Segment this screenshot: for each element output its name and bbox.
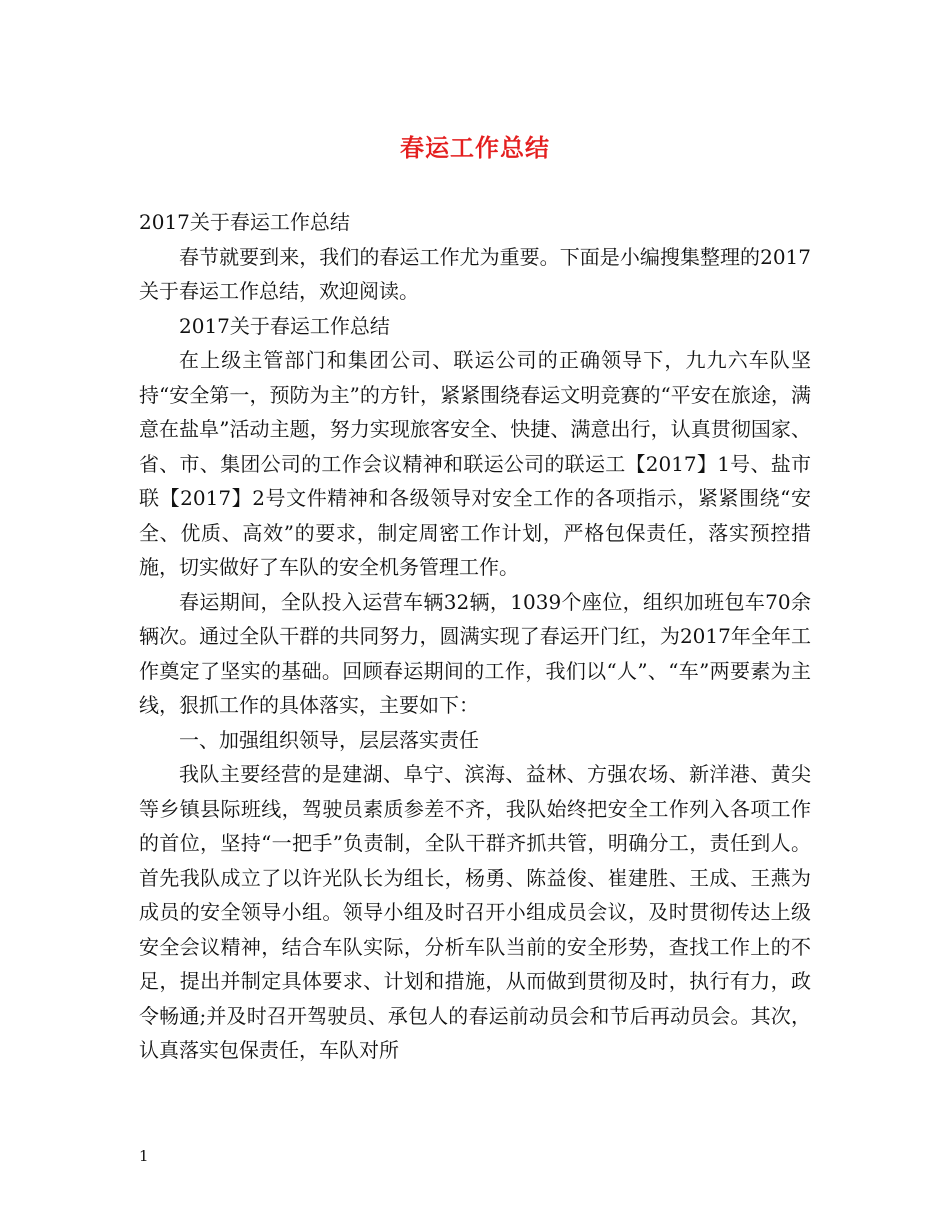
document-body bbox=[139, 205, 811, 1068]
body-paragraph-heading: 2017关于春运工作总结 bbox=[139, 210, 350, 234]
page-number: 1 bbox=[139, 1147, 149, 1165]
section-heading: 一、加强组织领导，层层落实责任 bbox=[179, 727, 479, 752]
body-paragraph: 我队主要经营的是建湖、阜宁、滨海、益林、方强农场、新洋港、黄尖等乡镇县际班线，驾驶员素质参差不齐，我队始终把安全工作列入各项工作的首位，坚持“一把手”负责制，全队干群齐抓共管，明确分工，责任到人。首先我队成立了以许光队长为组长，杨勇、陈益俊、崔建胜、王成、王燕为成员的安全领导小组。领导小组及时召开小组成员会议，及时贯彻传达上级安全会议精神，结合车队实际，分析车队当前的安全形势，查找工作上的不足，提出并制定具体要求、计划和措施，从而做到贯彻及时，执行有力，政令畅通;并及时召开驾驶员、承包人的春运前动员会和节后再动员会。其次，认真落实包保责任，车队对所 bbox=[139, 762, 811, 1062]
body-paragraph-intro: 春节就要到来，我们的春运工作尤为重要。下面是小编搜集整理的2017关于春运工作总结，欢迎阅读。 bbox=[139, 244, 811, 303]
body-paragraph: 春运期间，全队投入运营车辆32辆，1039个座位，组织加班包车70余辆次。通过全队干群的共同努力，圆满实现了春运开门红，为2017年全年工作奠定了坚实的基础。回顾春运期间的工作，我们以“人”、“车”两要素为主线，狠抓工作的具体落实，主要如下： bbox=[139, 589, 811, 717]
document-title: 春运工作总结 bbox=[400, 133, 550, 162]
body-paragraph-subheading: 2017关于春运工作总结 bbox=[179, 313, 390, 338]
body-paragraph: 在上级主管部门和集团公司、联运公司的正确领导下，九九六车队坚持“安全第一，预防为主”的方针，紧紧围绕春运文明竞赛的“平安在旅途，满意在盐阜”活动主题，努力实现旅客安全、快捷、满意出行，认真贯彻国家、省、市、集团公司的工作会议精神和联运公司的联运工【2017】1号、盐市联【2017】2号文件精神和各级领导对安全工作的各项指示，紧紧围绕“安全、优质、高效”的要求，制定周密工作计划，严格包保责任，落实预控措施，切实做好了车队的安全机务管理工作。 bbox=[139, 348, 811, 579]
